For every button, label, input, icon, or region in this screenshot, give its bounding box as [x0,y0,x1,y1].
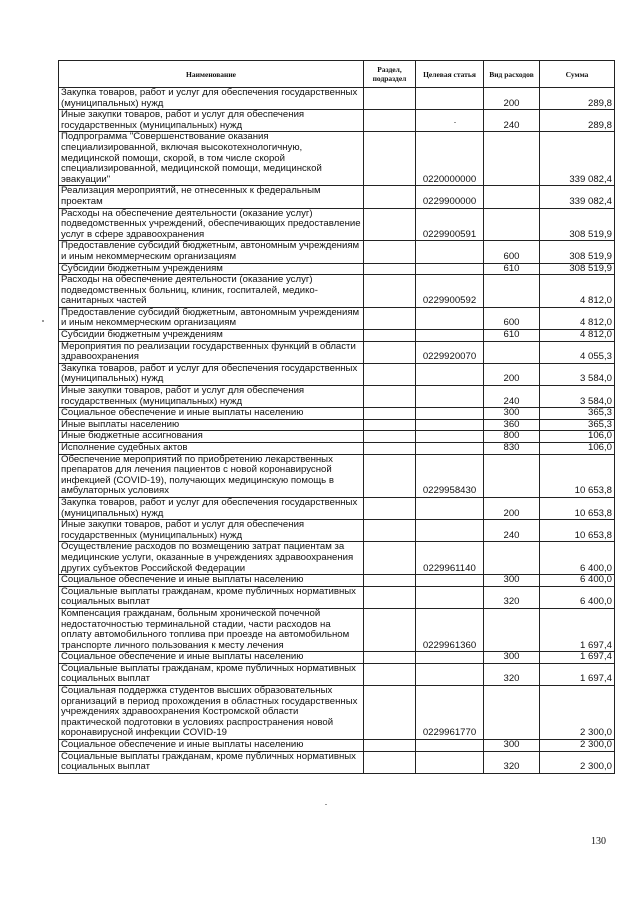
table-row [59,263,615,275]
cell-target: 0229961770 [416,686,484,740]
cell-section [364,751,416,773]
header-amount: Сумма [540,61,615,88]
cell-target [416,751,484,773]
table-row [59,419,615,431]
cell-amount: 2 300,0 [540,751,615,773]
cell-target [416,88,484,110]
cell-amount: 6 400,0 [540,586,615,608]
cell-expense-type: 240 [484,386,540,408]
cell-section [364,275,416,308]
cell-amount: 106,0 [540,443,615,455]
cell-amount: 1 697,4 [540,652,615,664]
cell-section [364,740,416,752]
cell-target [416,386,484,408]
cell-expense-type [484,186,540,208]
cell-target [416,330,484,342]
cell-target [416,263,484,275]
cell-amount: 10 653,8 [540,520,615,542]
cell-expense-type: 830 [484,443,540,455]
cell-section [364,132,416,186]
table-row [59,275,615,308]
header-name: Наименование [59,61,364,88]
cell-target [416,363,484,385]
cell-name: Реализация мероприятий, не отнесенных к федеральным проектам [59,186,364,208]
cell-name: Мероприятия по реализации государственных функций в области здравоохранения [59,341,364,363]
cell-section [364,520,416,542]
cell-name: Иные бюджетные ассигнования [59,431,364,443]
cell-amount: 4 812,0 [540,275,615,308]
cell-expense-type: 610 [484,330,540,342]
cell-target [416,443,484,455]
cell-expense-type: 200 [484,497,540,519]
table-row [59,186,615,208]
cell-section [364,186,416,208]
cell-amount: 308 519,9 [540,263,615,275]
table-row [59,652,615,664]
table-row [59,751,615,773]
cell-target [416,307,484,329]
cell-section [364,208,416,241]
cell-name: Социальная поддержка студентов высших образовательных организаций в период прохождения в областных государственных учреждениях здравоохранения Костромской области практической подготовки в условиях распространения новой коронавирусной инфекции COVID-19 [59,686,364,740]
cell-target [416,740,484,752]
cell-section [364,307,416,329]
table-row [59,341,615,363]
cell-name: Предоставление субсидий бюджетным, автономным учреждениям и иным некоммерческим организациям [59,307,364,329]
cell-name: Расходы на обеспечение деятельности (оказание услуг) подведомственных больниц, клиник, госпиталей, медико-санитарных частей [59,275,364,308]
cell-name: Подпрограмма "Совершенствование оказания специализированной, включая высокотехнологичную, медицинской помощи, скорой, в том числе скорой специализированной, медицинской помощи, медицинской эвакуации" [59,132,364,186]
cell-expense-type: 600 [484,241,540,263]
cell-amount: 308 519,9 [540,208,615,241]
cell-target [416,241,484,263]
table-row [59,454,615,497]
cell-section [364,431,416,443]
cell-section [364,330,416,342]
cell-section [364,652,416,664]
cell-target: 0229961140 [416,542,484,575]
cell-amount: 289,8 [540,110,615,132]
cell-amount: 1 697,4 [540,608,615,651]
table-row [59,663,615,685]
cell-section [364,608,416,651]
cell-target [416,431,484,443]
cell-expense-type: 800 [484,431,540,443]
table-row [59,408,615,420]
table-row [59,330,615,342]
cell-section [364,263,416,275]
cell-target [416,663,484,685]
table-row [59,542,615,575]
cell-amount: 339 082,4 [540,186,615,208]
cell-section [364,419,416,431]
cell-name: Социальное обеспечение и иные выплаты населению [59,575,364,587]
cell-expense-type: 600 [484,307,540,329]
cell-name: Социальные выплаты гражданам, кроме публичных нормативных социальных выплат [59,586,364,608]
cell-section [364,497,416,519]
cell-amount: 106,0 [540,431,615,443]
cell-expense-type [484,275,540,308]
cell-amount: 289,8 [540,88,615,110]
cell-section [364,663,416,685]
cell-section [364,341,416,363]
cell-amount: 339 082,4 [540,132,615,186]
cell-section [364,586,416,608]
scan-speck [42,320,44,322]
cell-name: Закупка товаров, работ и услуг для обеспечения государственных (муниципальных) нужд [59,88,364,110]
scan-speck [454,122,456,123]
cell-expense-type: 320 [484,751,540,773]
cell-target: 0229958430 [416,454,484,497]
cell-section [364,454,416,497]
cell-name: Иные выплаты населению [59,419,364,431]
table-row [59,241,615,263]
cell-section [364,241,416,263]
cell-amount: 4 055,3 [540,341,615,363]
cell-amount: 10 653,8 [540,454,615,497]
table-row [59,686,615,740]
cell-section [364,542,416,575]
cell-expense-type [484,454,540,497]
cell-expense-type [484,208,540,241]
cell-target [416,520,484,542]
cell-name: Иные закупки товаров, работ и услуг для обеспечения государственных (муниципальных) нужд [59,520,364,542]
cell-target [416,419,484,431]
table-row [59,363,615,385]
table-row [59,431,615,443]
cell-name: Социальное обеспечение и иные выплаты населению [59,652,364,664]
header-expense-type: Вид расходов [484,61,540,88]
cell-amount: 1 697,4 [540,663,615,685]
cell-section [364,110,416,132]
cell-name: Социальное обеспечение и иные выплаты населению [59,740,364,752]
cell-amount: 4 812,0 [540,307,615,329]
cell-expense-type: 240 [484,520,540,542]
cell-expense-type: 610 [484,263,540,275]
table-header-row [59,61,615,88]
cell-amount: 3 584,0 [540,386,615,408]
cell-amount: 308 519,9 [540,241,615,263]
cell-amount: 10 653,8 [540,497,615,519]
cell-expense-type [484,132,540,186]
cell-name: Закупка товаров, работ и услуг для обеспечения государственных (муниципальных) нужд [59,363,364,385]
cell-amount: 6 400,0 [540,542,615,575]
cell-target [416,575,484,587]
cell-name: Осуществление расходов по возмещению затрат пациентам за медицинские услуги, оказанные в учреждениях здравоохранения других субъектов Российской Федерации [59,542,364,575]
cell-expense-type: 320 [484,663,540,685]
cell-expense-type: 200 [484,363,540,385]
cell-name: Обеспечение мероприятий по приобретению лекарственных препаратов для лечения пациентов с новой коронавирусной инфекцией (COVID-19), получающих медицинскую помощь в амбулаторных условиях [59,454,364,497]
cell-target: 0229900591 [416,208,484,241]
cell-amount: 365,3 [540,419,615,431]
cell-amount: 2 300,0 [540,686,615,740]
cell-name: Социальные выплаты гражданам, кроме публичных нормативных социальных выплат [59,663,364,685]
cell-name: Субсидии бюджетным учреждениям [59,330,364,342]
table-row [59,586,615,608]
cell-expense-type: 200 [484,88,540,110]
cell-target: 0229900000 [416,186,484,208]
cell-section [364,686,416,740]
cell-name: Социальные выплаты гражданам, кроме публичных нормативных социальных выплат [59,751,364,773]
table-row [59,386,615,408]
cell-target [416,652,484,664]
cell-target: 0220000000 [416,132,484,186]
cell-target [416,408,484,420]
cell-expense-type: 300 [484,408,540,420]
cell-expense-type [484,542,540,575]
cell-target: 0229920070 [416,341,484,363]
cell-target: 0229961360 [416,608,484,651]
cell-expense-type: 300 [484,740,540,752]
table-row [59,740,615,752]
cell-target [416,586,484,608]
cell-expense-type: 300 [484,575,540,587]
cell-expense-type: 240 [484,110,540,132]
cell-section [364,408,416,420]
cell-name: Исполнение судебных актов [59,443,364,455]
table-row [59,520,615,542]
cell-expense-type [484,341,540,363]
cell-expense-type [484,608,540,651]
cell-name: Расходы на обеспечение деятельности (оказание услуг) подведомственных учреждений, обеспечивающих предоставление услуг в сфере здравоохранения [59,208,364,241]
cell-section [364,88,416,110]
scan-speck [325,804,327,805]
cell-section [364,363,416,385]
cell-name: Компенсация гражданам, больным хронической почечной недостаточностью терминальной стадии, части расходов на оплату автомобильного топлива при проезде на автомобильном транспорте личного пользования к месту лечения [59,608,364,651]
table-row [59,110,615,132]
table-row [59,608,615,651]
table-row [59,208,615,241]
header-target: Целевая статья [416,61,484,88]
cell-name: Иные закупки товаров, работ и услуг для обеспечения государственных (муниципальных) нужд [59,386,364,408]
cell-expense-type: 320 [484,586,540,608]
cell-name: Закупка товаров, работ и услуг для обеспечения государственных (муниципальных) нужд [59,497,364,519]
cell-expense-type [484,686,540,740]
cell-target [416,110,484,132]
cell-name: Социальное обеспечение и иные выплаты населению [59,408,364,420]
cell-section [364,443,416,455]
header-section: Раздел, подраздел [364,61,416,88]
cell-amount: 4 812,0 [540,330,615,342]
cell-name: Предоставление субсидий бюджетным, автономным учреждениям и иным некоммерческим организациям [59,241,364,263]
cell-target [416,497,484,519]
table-row [59,132,615,186]
cell-name: Иные закупки товаров, работ и услуг для обеспечения государственных (муниципальных) нужд [59,110,364,132]
cell-name: Субсидии бюджетным учреждениям [59,263,364,275]
cell-amount: 365,3 [540,408,615,420]
table-body [59,88,615,774]
table-row [59,307,615,329]
cell-section [364,386,416,408]
cell-expense-type: 300 [484,652,540,664]
cell-amount: 2 300,0 [540,740,615,752]
cell-amount: 6 400,0 [540,575,615,587]
table-row [59,575,615,587]
table-row [59,88,615,110]
page-number: 130 [591,836,606,847]
cell-expense-type: 360 [484,419,540,431]
cell-section [364,575,416,587]
table-row [59,497,615,519]
budget-table [58,60,615,774]
cell-amount: 3 584,0 [540,363,615,385]
table-row [59,443,615,455]
cell-target: 0229900592 [416,275,484,308]
